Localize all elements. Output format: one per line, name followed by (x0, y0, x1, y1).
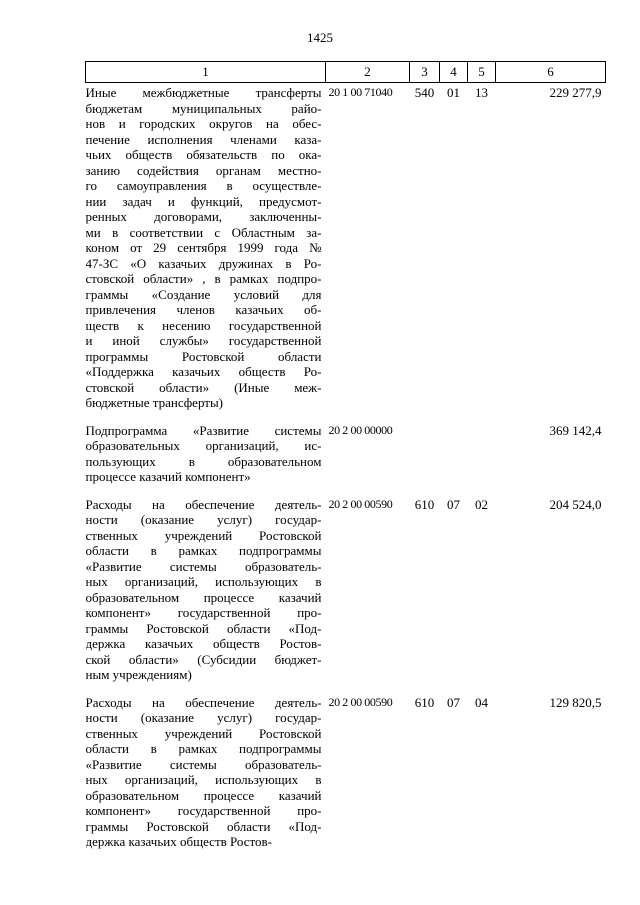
description-cell (86, 693, 326, 860)
description-line: пользующих в образовательном (85, 453, 322, 469)
description-cell (86, 83, 326, 421)
description-line: ществ к несению государственной (85, 317, 322, 333)
subsection-cell: 13 (475, 85, 488, 100)
target-code-cell: 20 1 00 71040 (328, 85, 393, 99)
description-line: программы Ростовской области (85, 348, 322, 364)
description-line: 47-ЗС «О казачьих дружинах в Ро- (85, 255, 322, 271)
description-line: «Развитие системы образователь- (85, 558, 322, 574)
description-line: привлечения членов казачьих об- (85, 302, 322, 317)
description-line: чьих обществ обязательств по ока- (85, 147, 322, 162)
description-line: стовской области» (Иные меж- (85, 379, 322, 395)
description-line: бюджетные трансферты) (85, 395, 224, 410)
description-line: ренных договорами, заключенны- (85, 209, 322, 224)
description-line: «Поддержка казачьих обществ Ро- (85, 364, 322, 379)
description-line: процессе казачий компонент» (85, 469, 251, 484)
description-line: ности (оказание услуг) государ- (85, 512, 322, 527)
description-line: граммы «Создание условий для (85, 286, 322, 302)
table-row (86, 83, 606, 421)
description-line: ных организаций, использующих в (85, 574, 322, 589)
description-line: ми в соответствии с Областным за- (85, 224, 322, 240)
page-number: 1425 (307, 30, 333, 45)
description-line: нов и городских округов на обес- (85, 116, 322, 131)
amount-cell: 229 277,9 (549, 85, 602, 100)
description-line: граммы Ростовской области «Под- (85, 620, 322, 636)
amount-cell: 369 142,4 (549, 422, 602, 438)
target-code-cell: 20 2 00 00590 (328, 496, 393, 511)
expense-type-cell: 540 (414, 85, 435, 100)
target-code-cell: 20 2 00 00590 (328, 694, 393, 709)
description-line: го самоуправления в осуществле- (85, 178, 322, 193)
description-line: ской области» (Субсидии бюджет- (85, 651, 322, 667)
column-header-3: 3 (410, 62, 440, 83)
table-body (86, 83, 606, 860)
description-line: печение исполнения членами каза- (85, 131, 322, 147)
column-header-5: 5 (468, 62, 496, 83)
description-line: «Развитие системы образователь- (85, 756, 322, 772)
column-header-2: 2 (326, 62, 410, 83)
description-line: Иные межбюджетные трансферты (85, 85, 322, 100)
expense-type-cell: 610 (414, 496, 435, 512)
description-line: Расходы на обеспечение деятель- (85, 694, 322, 710)
section-cell: 07 (447, 694, 460, 710)
description-line: образовательном процессе казачий (85, 589, 322, 605)
description-line: компонент» государственной про- (85, 605, 322, 620)
description-line: области в рамках подпрограммы (85, 741, 322, 756)
target-code-cell: 20 2 00 00000 (328, 422, 393, 437)
amount-cell: 204 524,0 (549, 496, 602, 512)
description-line: Подпрограмма «Развитие системы (85, 422, 322, 438)
section-cell: 07 (447, 496, 460, 512)
description-line: держка казачьих обществ Ростов- (85, 636, 322, 651)
table-row (86, 693, 606, 860)
column-header-4: 4 (440, 62, 468, 83)
expense-type-cell: 610 (414, 694, 435, 710)
description-line: ным учреждениям) (85, 667, 192, 682)
table-header-row (86, 62, 606, 83)
budget-table (85, 61, 606, 860)
table-row (86, 495, 606, 693)
description-cell (86, 421, 326, 495)
expense-type-cell (410, 421, 440, 495)
table-row (86, 421, 606, 495)
subsection-cell: 02 (475, 496, 488, 512)
description-line: ственных учреждений Ростовской (85, 527, 322, 543)
subsection-cell: 04 (475, 694, 488, 710)
description-line: ственных учреждений Ростовской (85, 725, 322, 741)
description-line: нии задач и функций, предусмот- (85, 193, 322, 209)
amount-cell: 129 820,5 (549, 694, 602, 710)
description-line: бюджетам муниципальных райо- (85, 100, 322, 116)
description-line: граммы Ростовской области «Под- (85, 818, 322, 834)
description-line: Расходы на обеспечение деятель- (85, 496, 322, 512)
column-header-1: 1 (86, 62, 326, 83)
description-line: образовательном процессе казачий (85, 787, 322, 803)
description-line: занию содействия органам местно- (85, 162, 322, 178)
description-line: коном от 29 сентября 1999 года № (85, 240, 322, 255)
description-line: образовательных организаций, ис- (85, 438, 322, 453)
description-line: стовской области» , в рамках подпро- (85, 271, 322, 286)
description-line: ности (оказание услуг) государ- (85, 710, 322, 725)
section-cell: 01 (447, 85, 460, 100)
description-line: ных организаций, использующих в (85, 772, 322, 787)
description-line: компонент» государственной про- (85, 803, 322, 818)
description-line: держка казачьих обществ Ростов- (85, 834, 272, 849)
column-header-6: 6 (496, 62, 606, 83)
description-cell (86, 495, 326, 693)
description-line: области в рамках подпрограммы (85, 543, 322, 558)
section-cell (440, 421, 468, 495)
subsection-cell (468, 421, 496, 495)
description-line: и иной службы» государственной (85, 333, 322, 348)
